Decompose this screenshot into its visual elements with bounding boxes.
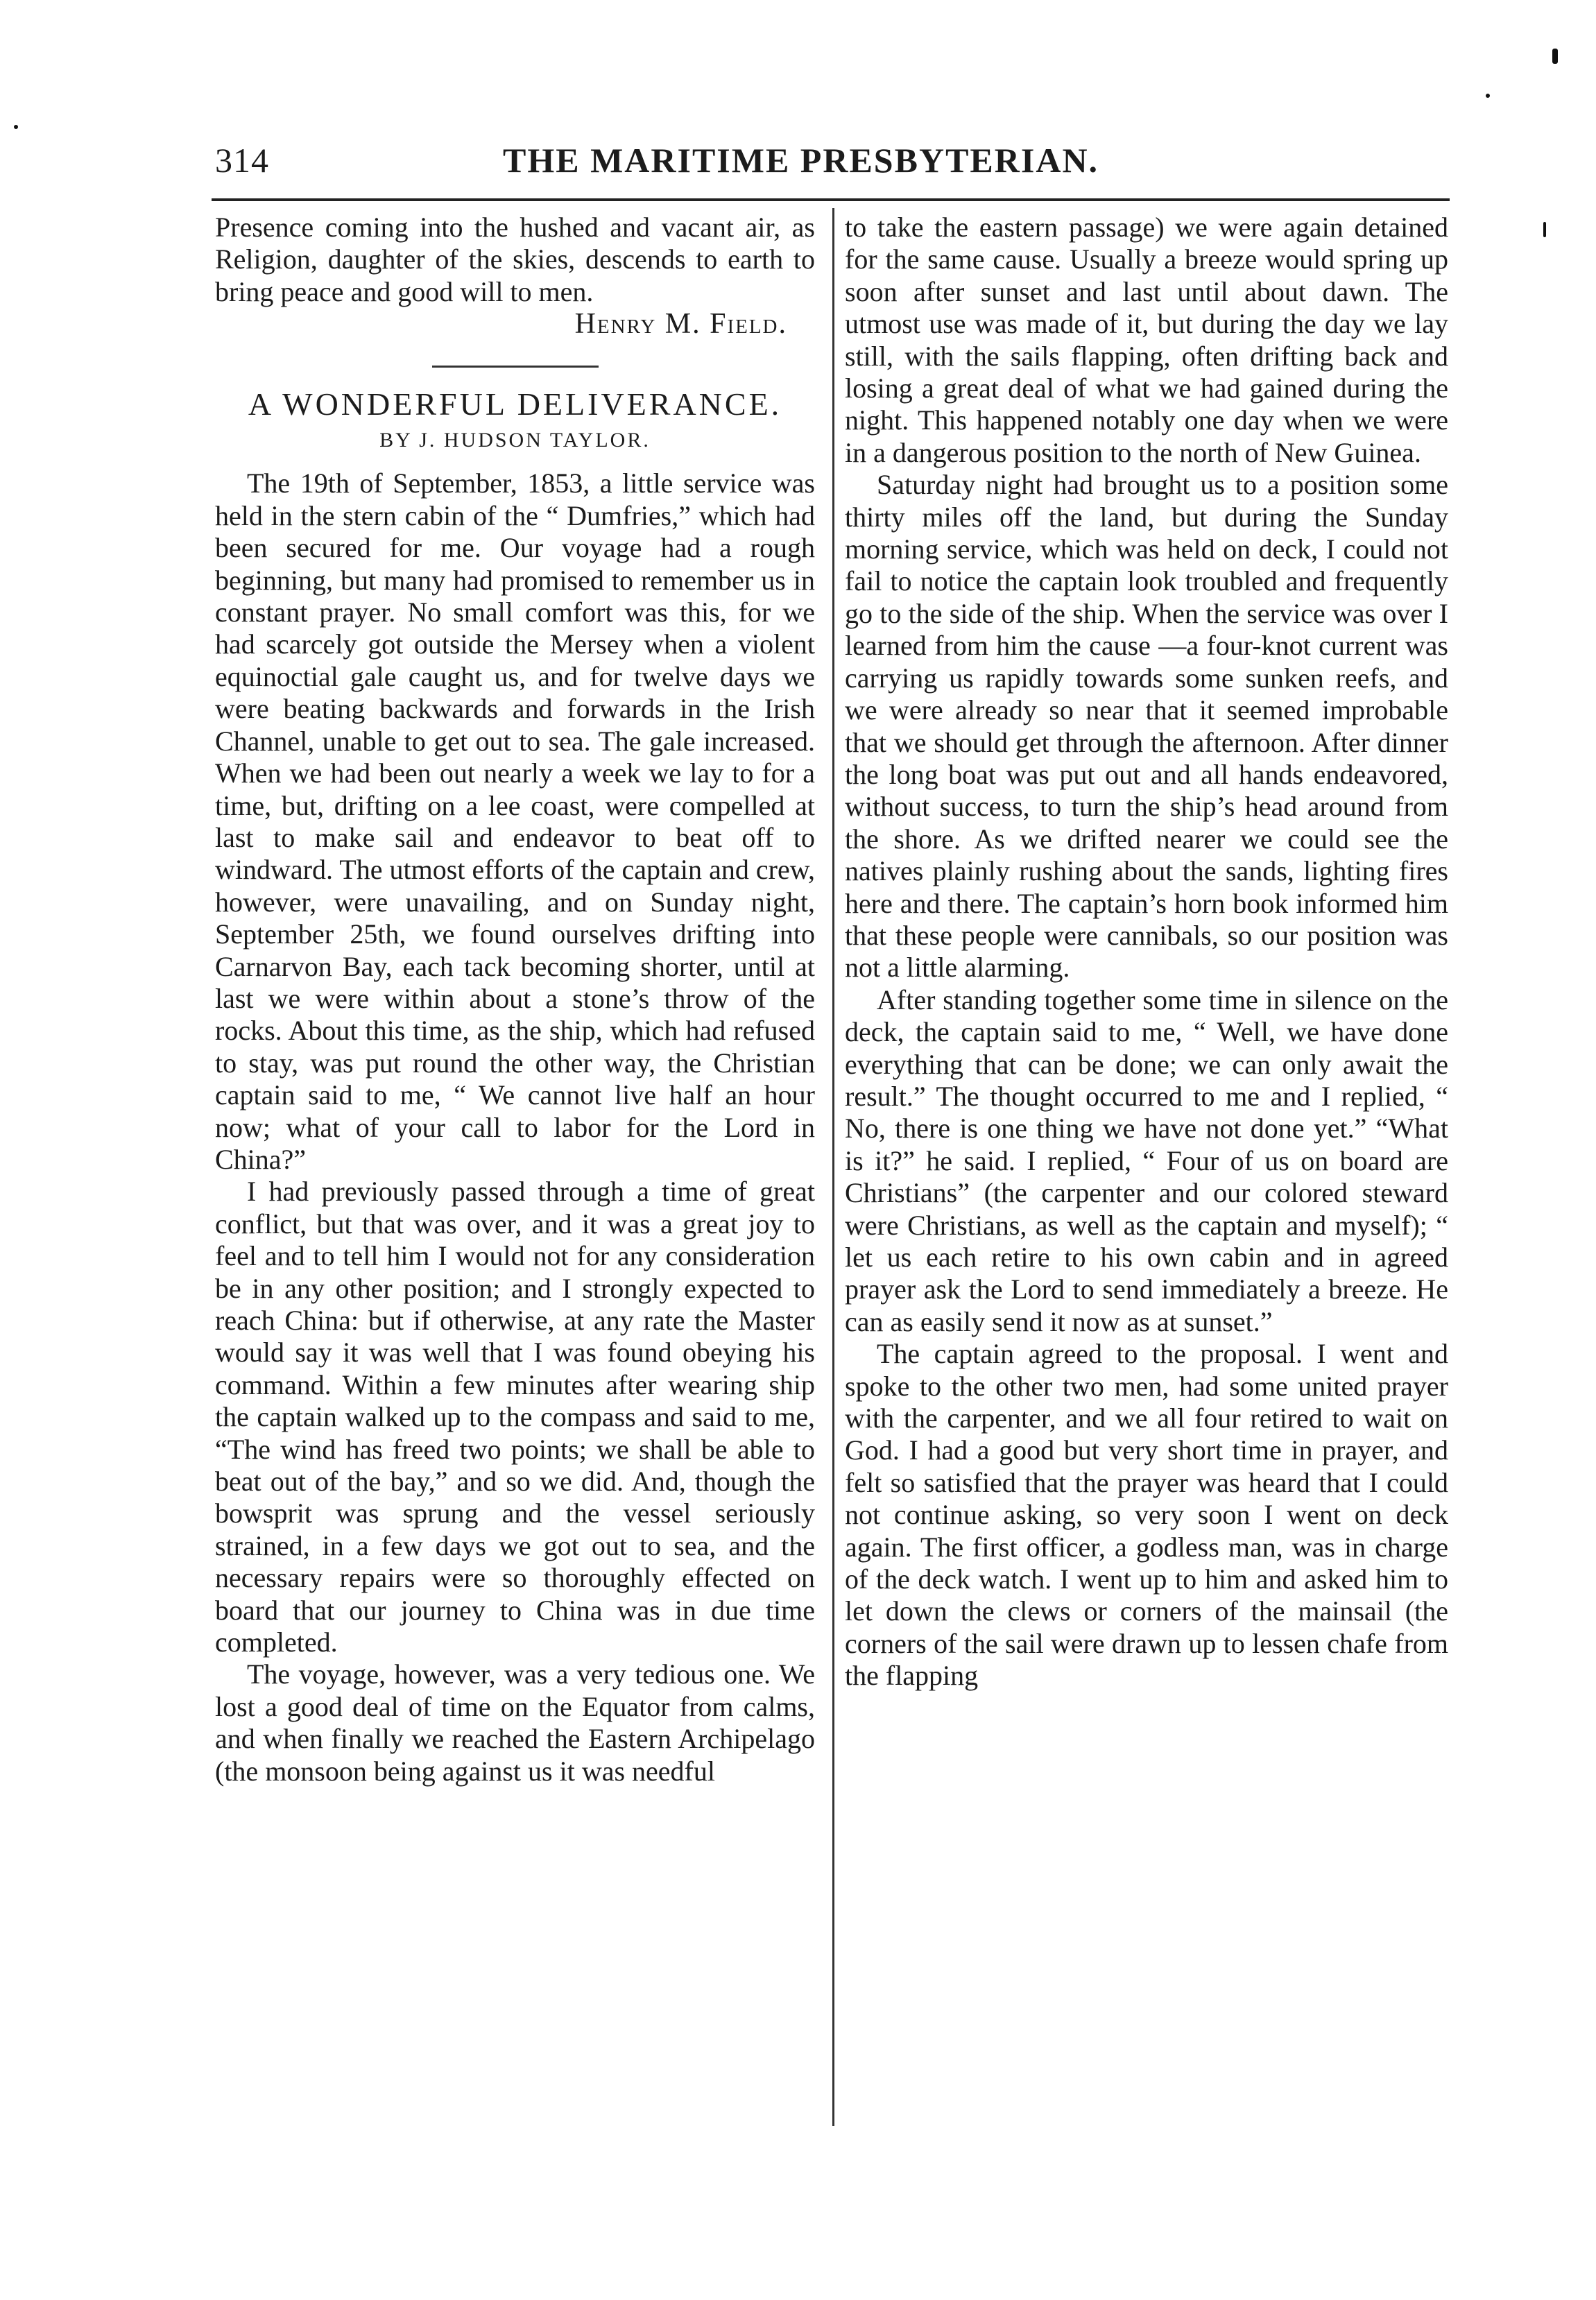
article-paragraph: Saturday night had brought us to a position some thirty miles off the land, but during the Sunday morning service, which was held on deck, I could not fail to notice the captain look troubled and frequently go to the side of the ship. When the service was over I learned from him the cause —a four-knot current was carrying us rapidly towards some sunken reefs, and we were already so near that it seemed improbable that we should get through the afternoon. After dinner the long boat was put out and all hands endeavored, without success, to turn the ship’s head around from the shore. As we drifted nearer we could see the natives plainly rushing about the sands, lighting fires here and there. The captain’s horn book informed him that these people were cannibals, so our position was not a little alarming. (845, 469, 1448, 984)
column-divider (832, 208, 834, 2126)
page-number: 314 (215, 141, 269, 180)
header-rule (212, 198, 1450, 201)
right-column (845, 212, 1448, 2126)
article-paragraph: The voyage, however, was a very tedious one. We lost a good deal of time on the Equator from calms, and when finally we reached the Eastern Archipelago (the monsoon being against us it was needful (215, 1658, 815, 1787)
article-byline: BY J. HUDSON TAYLOR. (379, 429, 651, 452)
scan-speck (1486, 94, 1490, 98)
author-signature: Henry M. Field. (574, 308, 787, 341)
continued-paragraph: Presence coming into the hushed and vacant air, as Religion, daughter of the skies, descends to earth to bring peace and good will to men. (215, 212, 815, 307)
article-paragraph: The captain agreed to the proposal. I went and spoke to the other two men, had some united prayer with the carpenter, and we all four retired to wait on God. I had a good but very short time in prayer, and felt so satisfied that the prayer was heard that I could not continue asking, so very soon I went on deck again. The first officer, a godless man, was in charge of the deck watch. I went up to him and asked him to let down the clews or corners of the mainsail (the corners of the sail were drawn up to lessen chafe from the flapping (845, 1338, 1448, 1692)
article-paragraph: The 19th of September, 1853, a little service was held in the stern cabin of the “ Dumfries,” which had been secured for me. Our voyage had a rough beginning, but many had promised to remember us in constant prayer. No small comfort was this, for we had scarcely got outside the Mersey when a violent equinoctial gale caught us, and for twelve days we were beating backwards and forwards in the Irish Channel, unable to get out to sea. The gale increased. When we had been out nearly a week we lay to for a time, but, drifting on a lee coast, were compelled at last to make sail and endeavor to beat off to windward. The utmost efforts of the captain and crew, however, were unavailing, and on Sunday night, September 25th, we found ourselves drifting into Carnarvon Bay, each tack becoming shorter, until at last we were within about a stone’s throw of the rocks. About this time, as the ship, which had refused to stay, was put round the other way, the Christian captain said to me, “ We cannot live half an hour now; what of your call to labor for the Lord in China?” (215, 467, 815, 1175)
article-paragraph: After standing together some time in silence on the deck, the captain said to me, “ Well, we have done everything that can be done; we can only await the result.” The thought occurred to me and I replied, “ No, there is one thing we have not done yet.” “What is it?” he said. I replied, “ Four of us on board are Christians” (the carpenter and our colored steward were Christians, as well as the captain and myself); “ let us each retire to his own cabin and in agreed prayer ask the Lord to send immediately a breeze. He can as easily send it now as at sunset.” (845, 984, 1448, 1337)
running-title: THE MARITIME PRESBYTERIAN. (503, 141, 1099, 180)
scan-speck (1543, 222, 1546, 237)
article-paragraph: I had previously passed through a time of great conflict, but that was over, and it was a great joy to feel and to tell him I would not for any consideration be in any other position; and I strongly expected to reach China: but if otherwise, at any rate the Master would say it was well that I was found obeying his command. Within a few minutes after wearing ship the captain walked up to the compass and said to me, “The wind has freed two points; we shall be able to beat out of the bay,” and so we did. And, though the bowsprit was sprung and the vessel seriously strained, in a few days we got out to sea, and the necessary repairs were so thoroughly effected on board that our journey to China was in due time completed. (215, 1176, 815, 1658)
section-divider (432, 366, 599, 368)
scan-speck (1552, 49, 1558, 64)
article-title: A WONDERFUL DELIVERANCE. (248, 386, 782, 422)
left-column (215, 212, 815, 2126)
page-header (208, 133, 1447, 189)
scan-speck (14, 125, 18, 129)
article-paragraph: to take the eastern passage) we were again detained for the same cause. Usually a breeze would spring up soon after sunset and last until about dawn. The utmost use was made of it, but during the day we lay still, with the sails flapping, often drifting back and losing a great deal of what we had gained during the night. This happened notably one day when we were in a dangerous position to the north of New Guinea. (845, 212, 1448, 468)
